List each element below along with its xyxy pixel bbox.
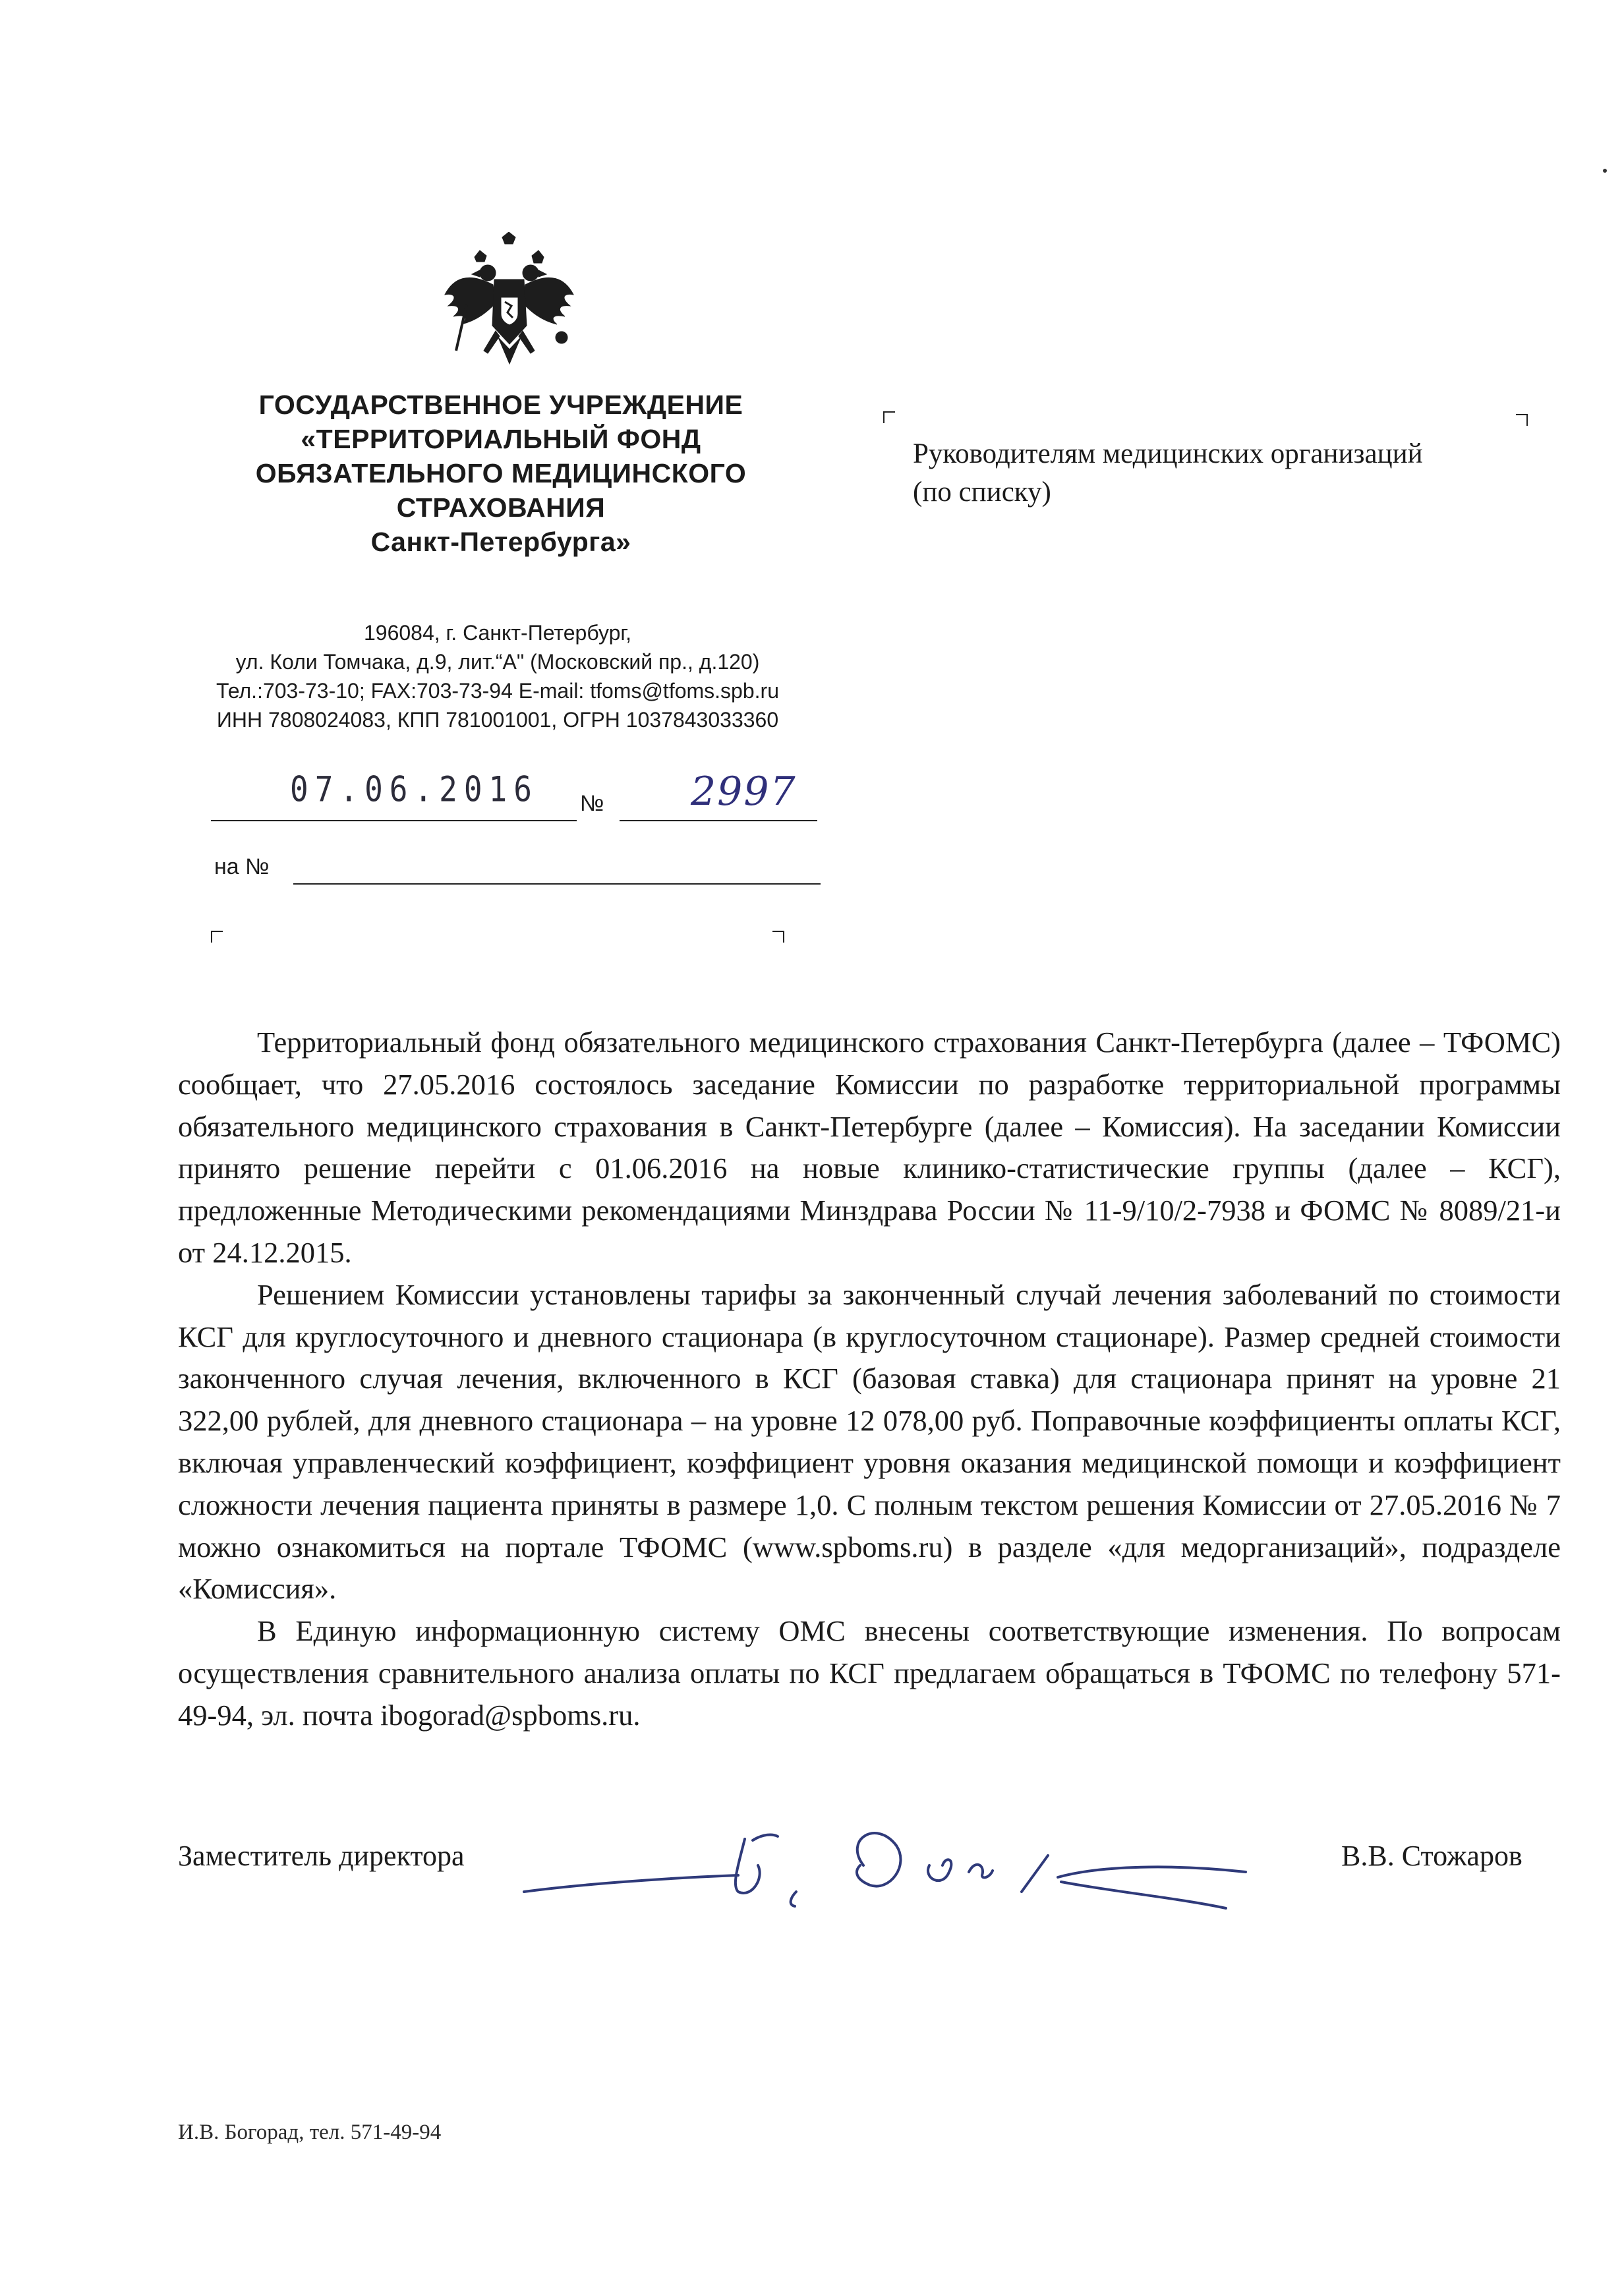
address-line: ИНН 7808024083, КПП 781001001, ОГРН 1037843033360 [216,708,779,732]
recipient-line: Руководителям медицинских организаций [913,438,1423,469]
recipient-line: (по списку) [913,477,1051,508]
address-corner-left [211,931,223,943]
org-line: «ТЕРРИТОРИАЛЬНЫЙ ФОНД [301,424,701,454]
coat-of-arms-emblem [442,232,577,380]
org-line: Санкт-Петербурга» [370,527,631,557]
address-corner-right [772,931,784,943]
executor-note: И.В. Богорад, тел. 571-49-94 [178,2120,442,2144]
org-line: СТРАХОВАНИЯ [396,492,606,523]
address-line: ул. Коли Томчака, д.9, лит.“А" (Московский пр., д.120) [235,650,760,674]
body-paragraph: Решением Комиссии установлены тарифы за законченный случай лечения заболеваний по стоимости КСГ для круглосуточного и дневного стационара (в круглосуточном стационаре). Размер средней стоимости законченного случая лечения, включенного в КСГ (базовая ставка) для стационара принят на уровне 21 322,00 рублей, для дневного стационара – на уровне 12 078,00 руб. Поправочные коэффициенты оплаты КСГ, включая управленческий коэффициент, коэффициент уровня оказания медицинской помощи и коэффициент сложности лечения пациента приняты в размере 1,0. С полным текстом решения Комиссии от 27.05.2016 № 7 можно ознакомиться на портале ТФОМС (www.spboms.ru) в разделе «для медорганизаций», подразделе «Комиссия». [178,1277,1561,1606]
recipient-block [913,435,1539,511]
number-line [620,820,817,821]
body-paragraph: Территориальный фонд обязательного медицинского страхования Санкт-Петербурга (далее – ТФОМС) сообщает, что 27.05.2016 состоялось заседание Комиссии по разработке территориальной программы обязательного медицинского страхования в Санкт-Петербурге (далее – Комиссия). На заседании Комиссии принято решение перейти с 01.06.2016 на новые клинико-статистические группы (далее – КСГ), предложенные Методическими рекомендациями Минздрава России № 11-9/10/2-7938 и ФОМС № 8089/21-и от 24.12.2015. [178,1026,1561,1269]
number-label: № [580,791,604,816]
body-paragraph: В Единую информационную систему ОМС внесены соответствующие изменения. По вопросам осуществления сравнительного анализа оплаты по КСГ предлагаем обращаться в ТФОМС по телефону 571-49-94, эл. почта ibogorad@spboms.ru. [178,1614,1561,1732]
date-line [211,820,577,821]
outgoing-number: 2997 [691,769,797,815]
organization-address [119,618,877,734]
org-line: ГОСУДАРСТВЕННОЕ УЧРЕЖДЕНИЕ [258,390,743,420]
signatory-name: В.В. Стожаров [1341,1840,1522,1872]
date-stamp: 07.06.2016 [290,768,538,810]
address-line: 196084, г. Санкт-Петербург, [363,621,632,645]
organization-name [171,388,830,559]
reference-line [293,883,821,885]
reference-label: на № [214,854,270,879]
recipient-corner-right [1516,414,1528,426]
address-line: Тел.:703-73-10; FAX:703-73-94 E-mail: tfoms@tfoms.spb.ru [216,679,779,703]
recipient-corner-left [883,411,895,423]
handwritten-signature [521,1793,1252,1931]
letter-body [178,1022,1561,1737]
scan-mark [1603,169,1607,173]
org-line: ОБЯЗАТЕЛЬНОГО МЕДИЦИНСКОГО [255,458,747,488]
signatory-title: Заместитель директора [178,1840,465,1872]
